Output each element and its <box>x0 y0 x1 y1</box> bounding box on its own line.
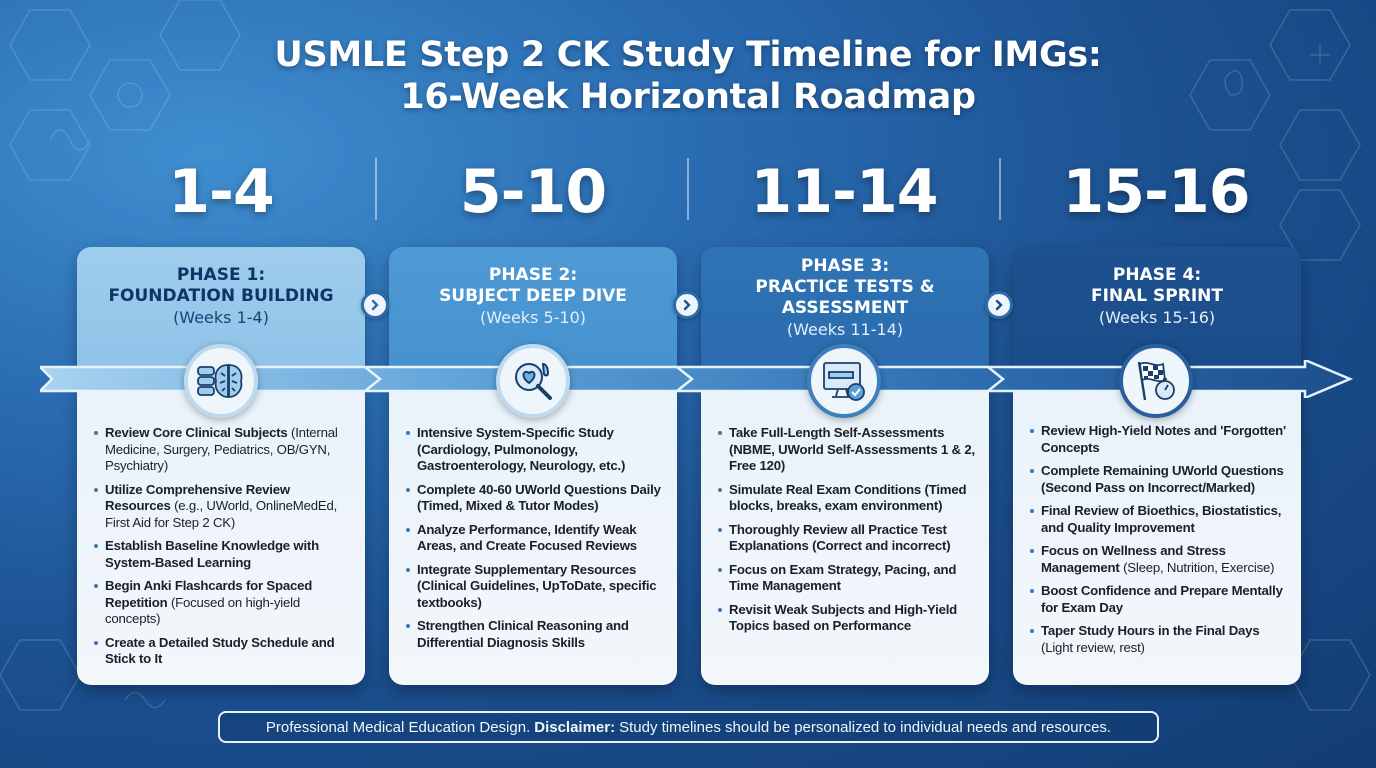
checkered-flag-stopwatch-icon <box>1133 358 1179 404</box>
list-item: Boost Confidence and Prepare Mentally for Exam Day <box>1041 583 1287 616</box>
disclaimer-text: Study timelines should be personalized to individual needs and resources. <box>619 718 1112 736</box>
list-item: Take Full-Length Self-Assessments (NBME, UWorld Self-Assessments 1 & 2, Free 120) <box>729 425 975 473</box>
list-item: Revisit Weak Subjects and High-Yield Topics based on Performance <box>729 602 975 635</box>
phase-body <box>701 377 989 685</box>
phase-task-list <box>1013 377 1301 656</box>
monitor-checkmark-icon <box>821 359 867 403</box>
list-item: Analyze Performance, Identify Weak Areas, and Create Focused Reviews <box>417 522 663 555</box>
phase-name-cont: ASSESSMENT <box>781 298 909 318</box>
list-item: Utilize Comprehensive Review Resources (e.g., UWorld, OnlineMedEd, First Aid for Step 2 CK) <box>105 482 351 532</box>
week-range-3: 11-14 <box>750 157 938 227</box>
phase-weeks: (Weeks 15-16) <box>1098 308 1216 327</box>
phase-name: PRACTICE TESTS & <box>755 277 935 297</box>
disclaimer-footer <box>218 711 1159 743</box>
books-brain-icon <box>196 359 246 403</box>
list-item: Establish Baseline Knowledge with System-Based Learning <box>105 538 351 571</box>
list-item: Review Core Clinical Subjects (Internal Medicine, Surgery, Pediatrics, OB/GYN, Psychiatry) <box>105 425 351 475</box>
week-divider <box>687 158 689 220</box>
phase-card-1 <box>77 247 365 685</box>
week-range-4: 15-16 <box>1062 157 1250 227</box>
list-item: Taper Study Hours in the Final Days (Light review, rest) <box>1041 623 1287 656</box>
phase-label: PHASE 3: <box>800 256 890 276</box>
week-divider <box>375 158 377 220</box>
list-item: Create a Detailed Study Schedule and Stick to It <box>105 635 351 668</box>
footer-prefix: Professional Medical Education Design. <box>265 718 531 736</box>
phase-label: PHASE 2: <box>488 265 578 285</box>
phase-card-4 <box>1013 247 1301 685</box>
list-item: Begin Anki Flashcards for Spaced Repetition (Focused on high-yield concepts) <box>105 578 351 628</box>
list-item: Final Review of Bioethics, Biostatistics, and Quality Improvement <box>1041 503 1287 536</box>
page-title <box>0 34 1376 118</box>
phase-2-icon <box>496 344 570 418</box>
phase-label: PHASE 1: <box>176 265 266 285</box>
next-phase-chevron <box>673 291 701 319</box>
list-item: Intensive System-Specific Study (Cardiology, Pulmonology, Gastroenterology, Neurology, etc.) <box>417 425 663 475</box>
phase-weeks: (Weeks 1-4) <box>173 308 269 327</box>
phase-3-icon <box>807 344 881 418</box>
list-item: Focus on Exam Strategy, Pacing, and Time Management <box>729 562 975 595</box>
phase-card-3 <box>701 247 989 685</box>
phase-1-icon <box>184 344 258 418</box>
week-range-2: 5-10 <box>459 157 607 227</box>
phase-card-2 <box>389 247 677 685</box>
phase-weeks: (Weeks 5-10) <box>479 308 587 327</box>
list-item: Simulate Real Exam Conditions (Timed blocks, breaks, exam environment) <box>729 482 975 515</box>
phase-task-list <box>389 377 677 651</box>
phase-name: FOUNDATION BUILDING <box>108 286 334 306</box>
next-phase-chevron <box>361 291 389 319</box>
next-phase-chevron <box>985 291 1013 319</box>
phase-name: FINAL SPRINT <box>1090 286 1223 306</box>
chevron-right-icon <box>681 299 693 311</box>
title-line-1: USMLE Step 2 CK Study Timeline for IMGs: <box>274 35 1102 75</box>
list-item: Integrate Supplementary Resources (Clinical Guidelines, UpToDate, specific textbooks) <box>417 562 663 612</box>
phase-4-icon <box>1119 344 1193 418</box>
week-range-1: 1-4 <box>168 157 274 227</box>
week-divider <box>999 158 1001 220</box>
magnifier-heart-lungs-icon <box>510 358 556 404</box>
phase-name: SUBJECT DEEP DIVE <box>439 286 627 306</box>
phase-task-list <box>77 377 365 668</box>
list-item: Review High-Yield Notes and 'Forgotten' Concepts <box>1041 423 1286 455</box>
chevron-right-icon <box>369 299 381 311</box>
list-item: Complete Remaining UWorld Questions (Second Pass on Incorrect/Marked) <box>1041 463 1287 496</box>
list-item: Complete 40-60 UWorld Questions Daily (Timed, Mixed & Tutor Modes) <box>417 482 663 515</box>
list-item: Strengthen Clinical Reasoning and Differential Diagnosis Skills <box>417 618 663 651</box>
disclaimer-label: Disclaimer: <box>534 718 616 736</box>
chevron-right-icon <box>993 299 1005 311</box>
phase-weeks: (Weeks 11-14) <box>786 320 904 339</box>
phase-body <box>389 377 677 685</box>
phase-label: PHASE 4: <box>1112 265 1202 285</box>
list-item: Thoroughly Review all Practice Test Explanations (Correct and incorrect) <box>729 522 975 555</box>
phase-body <box>1013 377 1301 685</box>
title-line-2: 16-Week Horizontal Roadmap <box>400 77 976 117</box>
list-item: Focus on Wellness and Stress Management (Sleep, Nutrition, Exercise) <box>1041 543 1287 576</box>
phase-body <box>77 377 365 685</box>
